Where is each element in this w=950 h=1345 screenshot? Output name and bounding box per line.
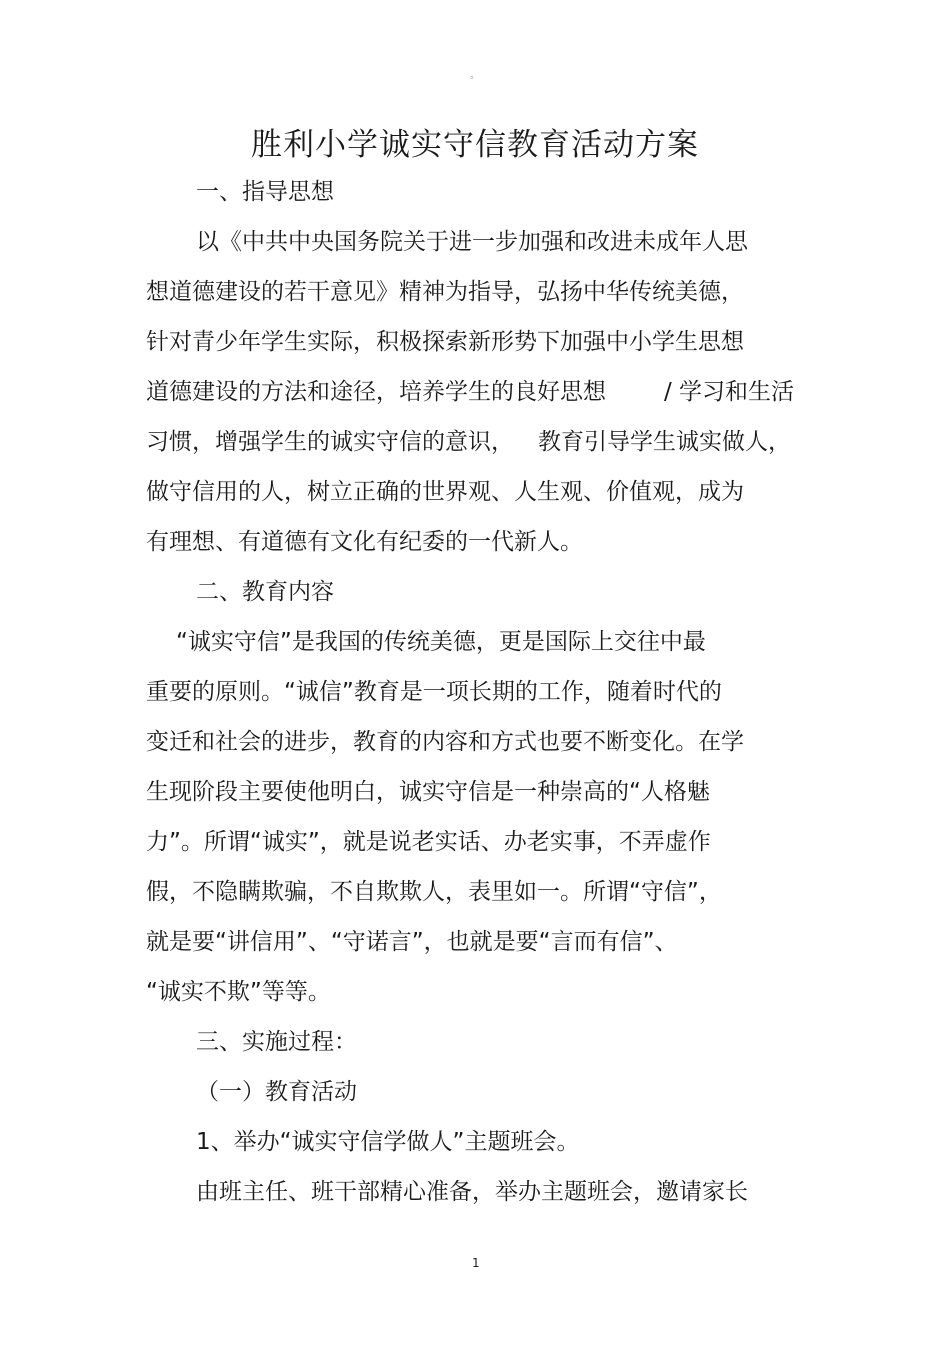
paragraph-line: 针对青少年学生实际，积极探索新形势下加强中小学生思想 [146, 329, 744, 355]
section-heading-implementation: 三、实施过程： [196, 1029, 357, 1055]
paragraph-line: 重要的原则。“诚信”教育是一项长期的工作，随着时代的 [146, 679, 722, 705]
paragraph-line: “诚实守信”是我国的传统美德，更是国际上交往中最 [176, 629, 706, 655]
section-heading-guiding-idea: 一、指导思想 [196, 179, 334, 205]
section-heading-education-content: 二、教育内容 [196, 579, 334, 605]
page-number: 1 [472, 1256, 480, 1270]
paragraph-line: 习惯，增强学生的诚实守信的意识， [146, 429, 514, 455]
paragraph-line: 由班主任、班干部精心准备，举办主题班会，邀请家长 [196, 1179, 748, 1205]
paragraph-line: 生现阶段主要使他明白，诚实守信是一种崇高的“人格魅 [146, 779, 710, 805]
paragraph-line: 就是要“讲信用”、“守诺言”，也就是要“言而有信”、 [146, 929, 678, 955]
paragraph-line: 做守信用的人，树立正确的世界观、人生观、价值观，成为 [146, 479, 744, 505]
subsection-heading: （一）教育活动 [196, 1079, 357, 1105]
paragraph-line: 变迁和社会的进步，教育的内容和方式也要不断变化。在学 [146, 729, 744, 755]
paragraph-line-fragment: 教育引导学生诚实做人， [538, 429, 791, 455]
paragraph-line-fragment: / 学习和生活 [664, 379, 795, 405]
paragraph-line: 力”。所谓“诚实”，就是说老实话、办老实事，不弄虚作 [146, 829, 711, 855]
top-mark: 。 [470, 70, 480, 81]
paragraph-line: 假，不隐瞒欺骗，不自欺欺人，表里如一。所谓“守信”， [146, 879, 722, 905]
paragraph-line: 道德建设的方法和途径，培养学生的良好思想 [146, 379, 606, 405]
paragraph-line: 以《中共中央国务院关于进一步加强和改进未成年人思 [196, 229, 748, 255]
paragraph-line: 有理想、有道德有文化有纪委的一代新人。 [146, 529, 583, 555]
document-title: 胜利小学诚实守信教育活动方案 [251, 127, 699, 163]
paragraph-line: “诚实不欺”等等。 [146, 979, 331, 1005]
list-item-heading: 1、举办“诚实守信学做人”主题班会。 [196, 1129, 580, 1155]
paragraph-line: 想道德建设的若干意见》精神为指导，弘扬中华传统美德， [146, 279, 744, 305]
